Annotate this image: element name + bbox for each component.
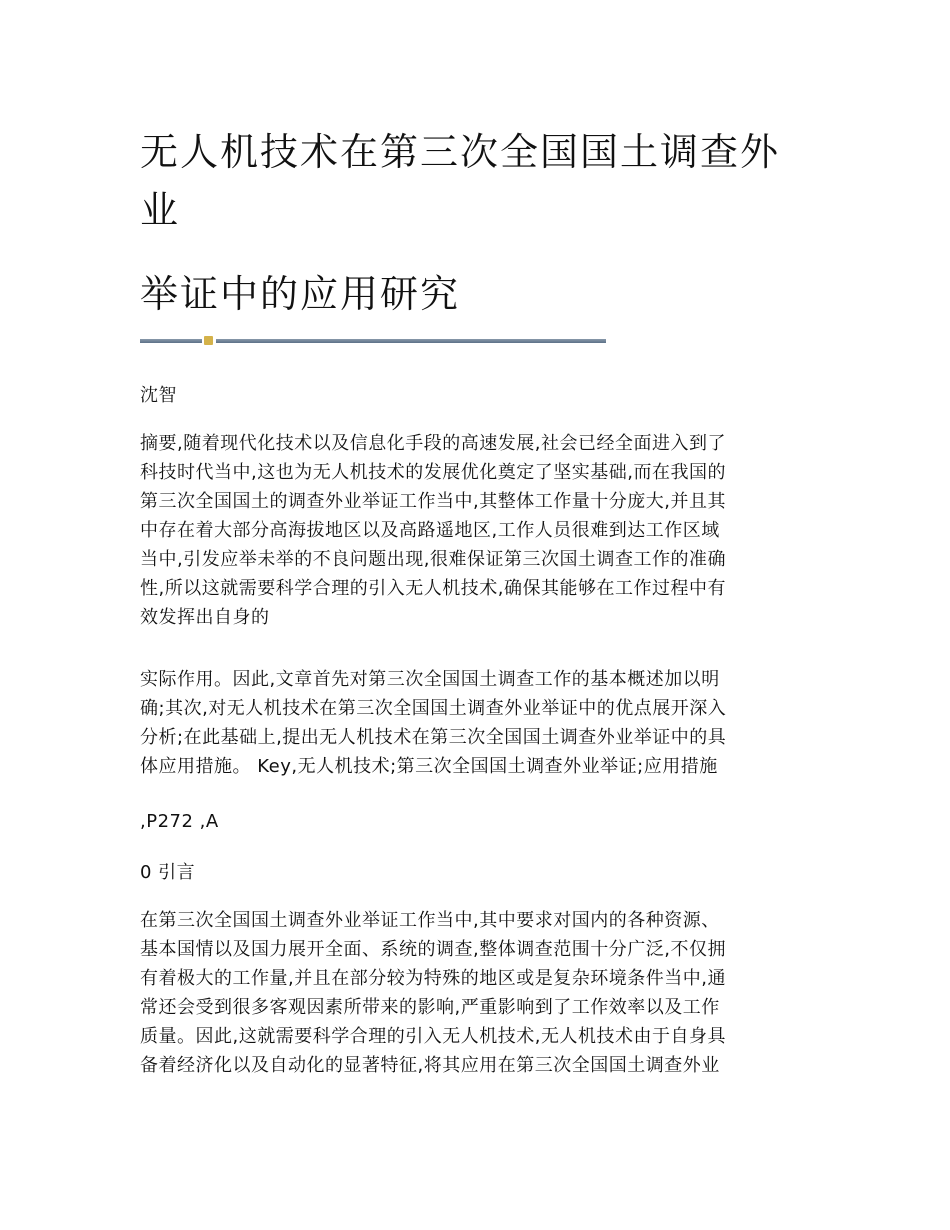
abstract-line: 实际作用。因此,文章首先对第三次全国国土调查工作的基本概述加以明 bbox=[140, 669, 720, 690]
abstract-line: 性,所以这就需要科学合理的引入无人机技术,确保其能够在工作过程中有 bbox=[140, 578, 726, 599]
intro-line: 基本国情以及国力展开全面、系统的调查,整体调查范围十分广泛,不仅拥 bbox=[140, 939, 726, 960]
intro-line: 在第三次全国国土调查外业举证工作当中,其中要求对国内的各种资源、 bbox=[140, 910, 720, 931]
abstract-line: 效发挥出自身的 bbox=[140, 607, 270, 628]
section-heading-text: 0 引言 bbox=[140, 862, 196, 883]
section-heading bbox=[140, 858, 812, 887]
abstract-paragraph-1 bbox=[140, 429, 812, 632]
intro-paragraph bbox=[140, 906, 812, 1080]
document-title-line-3: 举证中的应用研究 bbox=[140, 272, 461, 316]
intro-line: 备着经济化以及自动化的显著特征,将其应用在第三次全国国土调查外业 bbox=[140, 1055, 720, 1076]
classification-codes-text: ,P272 ,A bbox=[140, 811, 219, 832]
divider-dot bbox=[204, 336, 213, 345]
title-divider bbox=[140, 334, 606, 346]
document-title-line-2: 业 bbox=[140, 188, 181, 232]
abstract-line: 第三次全国国土的调查外业举证工作当中,其整体工作量十分庞大,并且其 bbox=[140, 491, 726, 512]
document-title-line-1: 无人机技术在第三次全国国土调查外 bbox=[140, 130, 781, 174]
abstract-line: 确;其次,对无人机技术在第三次全国国土调查外业举证中的优点展开深入 bbox=[140, 698, 727, 719]
intro-line: 常还会受到很多客观因素所带来的影响,严重影响到了工作效率以及工作 bbox=[140, 997, 720, 1018]
abstract-line: 中存在着大部分高海拔地区以及高路遥地区,工作人员很难到达工作区域 bbox=[140, 520, 720, 541]
abstract-line: 当中,引发应举未举的不良问题出现,很难保证第三次国土调查工作的准确 bbox=[140, 549, 726, 570]
abstract-paragraph-2 bbox=[140, 665, 812, 781]
abstract-line: 科技时代当中,这也为无人机技术的发展优化奠定了坚实基础,而在我国的 bbox=[140, 462, 726, 483]
divider-bar-left bbox=[140, 339, 202, 343]
abstract-line: 体应用措施。 Key,无人机技术;第三次全国国土调查外业举证;应用措施 bbox=[140, 756, 718, 777]
divider-bar-right bbox=[216, 339, 606, 343]
intro-line: 质量。因此,这就需要科学合理的引入无人机技术,无人机技术由于自身具 bbox=[140, 1026, 726, 1047]
classification-codes bbox=[140, 807, 812, 836]
author-name bbox=[140, 381, 812, 410]
abstract-line: 摘要,随着现代化技术以及信息化手段的高速发展,社会已经全面进入到了 bbox=[140, 433, 726, 454]
abstract-line: 分析;在此基础上,提出无人机技术在第三次全国国土调查外业举证中的具 bbox=[140, 727, 727, 748]
author-text: 沈智 bbox=[140, 385, 177, 406]
intro-line: 有着极大的工作量,并且在部分较为特殊的地区或是复杂环境条件当中,通 bbox=[140, 968, 726, 989]
